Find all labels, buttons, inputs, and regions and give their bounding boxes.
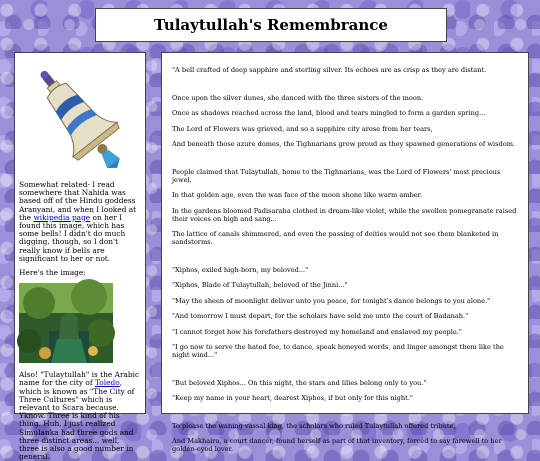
poem-text <box>162 53 528 453</box>
poem-line: "And tomorrow I must depart, for the scholars have sold me unto the court of Badanah." <box>172 312 469 320</box>
poem-line: And beneath those azure domes, the Tighnarians grew proud as they spawned generations of wisdom. <box>172 140 516 148</box>
poem-line: To please the waning vassal king, the scholars who ruled Tulaytullah offered tribute, <box>172 421 456 430</box>
line-gap <box>172 156 520 168</box>
page-title: Tulaytullah's Remembrance <box>154 16 388 34</box>
sidebar-paragraph-1: Somewhat related- I read somewhere that Nahida was based off of the Hindu goddess Aranyani, and when I looked at the wikipedia page on her I found this image, which has some bells! I didn't do much digging, though, so I don't really know if bells are significant to her or not. <box>19 180 137 263</box>
bell-image <box>15 53 145 181</box>
poem-line: "A bell crafted of deep sapphire and sterling silver. Its echoes are as crisp as they are distant. <box>172 66 487 74</box>
line-gap <box>172 254 520 266</box>
bell-icon <box>15 53 145 181</box>
poem-line: In that golden age, even the wan face of the moon shone like warm amber. <box>172 191 423 199</box>
poem-line: The lattice of canals shimmered, and even the passing of deities would not see them blanketed in sandstorms. <box>172 230 499 246</box>
line-gap <box>172 410 520 422</box>
poem-line: "Keep my name in your heart, dearest Xiphos, if but only for this night." <box>172 394 413 402</box>
poem-line: In the gardens bloomed Padisaraha clothed in dream-like violet, while the swollen pomegranate raised their voices on high and sang... <box>172 206 517 223</box>
main-content-panel <box>161 52 529 453</box>
poem-line: Once upon the silver dunes, she danced with the three sisters of the moon. <box>172 93 424 102</box>
poem-line: "Xiphos, exiled high-born, my beloved..." <box>172 265 309 274</box>
forest-goddess-image <box>19 283 113 363</box>
wikipedia-link[interactable]: wikipedia page <box>33 212 91 222</box>
poem-line: "I go now to serve the hated foe, to dance, speak honeyed words, and linger amongst them like the night wind..." <box>172 343 504 359</box>
line-gap <box>172 367 520 379</box>
poem-line: Once as shadows reached across the land, blood and tears mingled to form a garden spring... <box>172 109 486 117</box>
poem-line: "May the sheen of moonlight deliver unto you peace, for tonight's dance belongs to you alone." <box>172 296 491 305</box>
poem-line: People claimed that Tulaytullah, home to the Tighnarians, was the Lord of Flowers' most precious jewel. <box>172 167 501 184</box>
sidebar-panel <box>14 52 146 461</box>
poem-line: "But beloved Xiphos... On this night, the stars and lilies belong only to you." <box>172 378 427 387</box>
poem-line: And Makhaira, a court dancer, found herself as part of that inventory, forced to say farewell to her golden-eyed lover. <box>172 437 502 453</box>
poem-line: "I cannot forget how his forefathers destroyed my homeland and enslaved my people." <box>172 327 462 336</box>
toledo-link[interactable]: Toledo <box>94 378 120 388</box>
page-header <box>95 8 447 42</box>
line-gap <box>172 82 520 94</box>
poem-line: The Lord of Flowers was grieved, and so a sapphire city arose from her tears, <box>172 124 433 133</box>
poem-line: "Xiphos, Blade of Tulaytullah, beloved of the Jinni..." <box>172 281 348 289</box>
sidebar-paragraph-2: Here's the image: <box>19 268 86 278</box>
sidebar-paragraph-3: Also! "Tulaytullah" is the Arabic name for the city of Toledo, which is known as "The City of Three Cultures" which is relevant to Scara because. Yknow. Three is kind of his thing. Huh, I just realized Simulanka had three gods and three distinct areas... well, three is also a good number in general. <box>19 370 140 461</box>
